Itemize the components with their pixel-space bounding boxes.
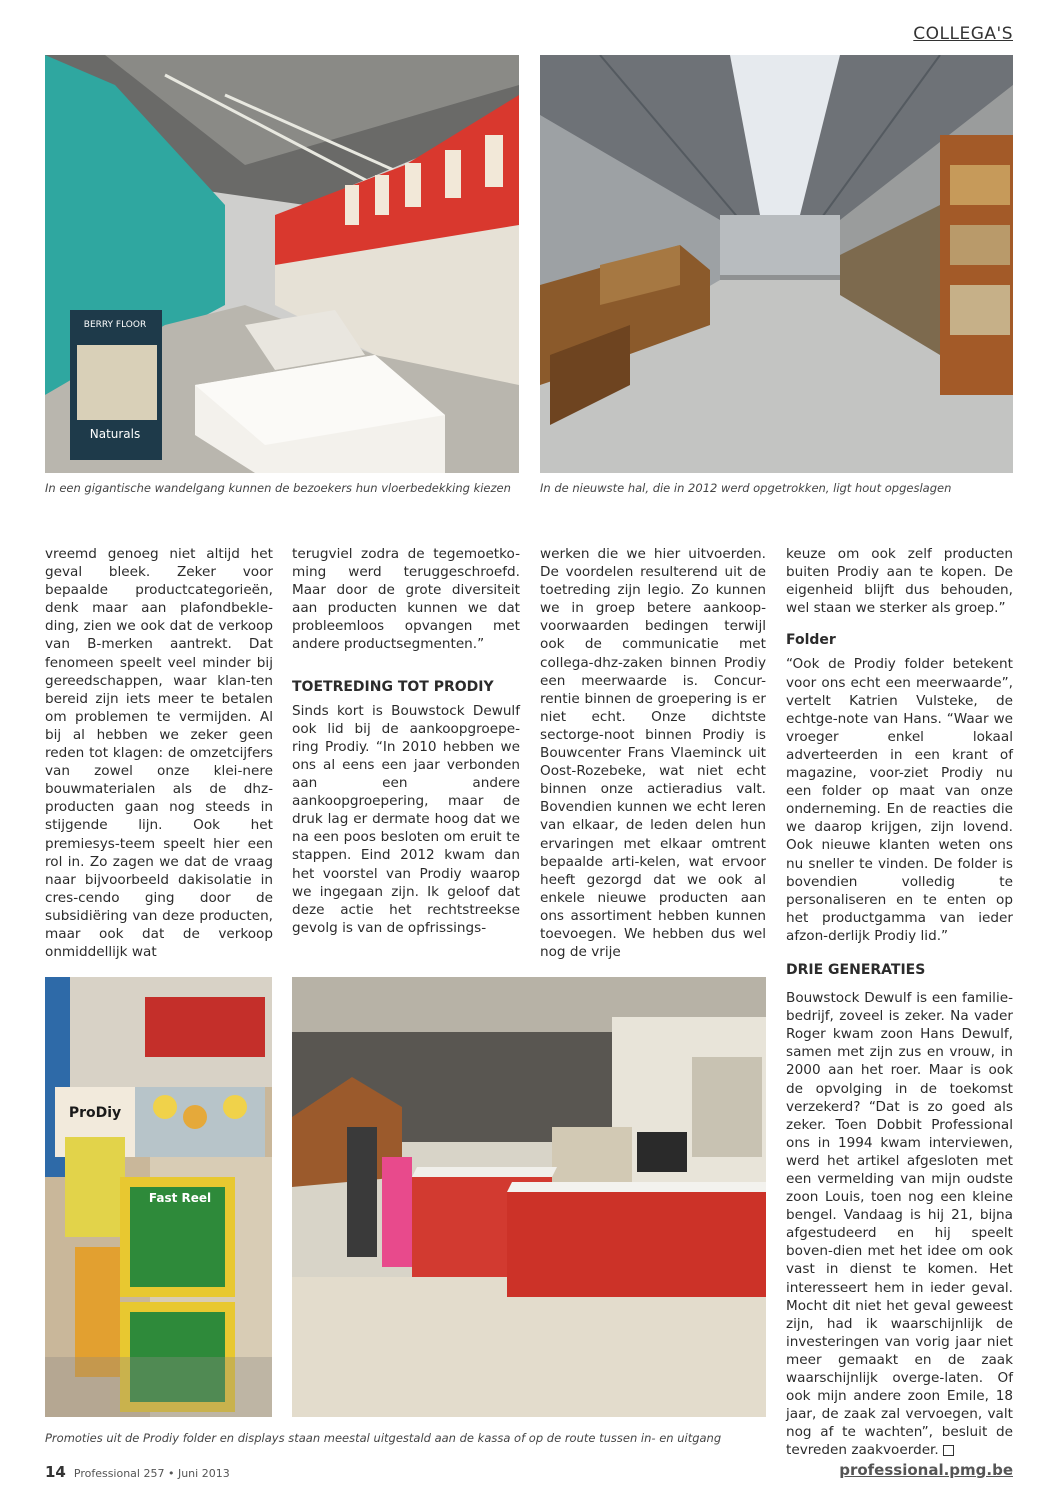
paragraph: Sinds kort is Bouwstock Dewulf ook lid bij de aankoopgroepe-ring Prodiy. “In 2010 hebben we ons al eens een jaar verbonden aan een andere aankoopgroepering, maar de druk lag er dermate hoog dat we na een poos besloten om eruit te stappen. Eind 2012 kwam dan het voorstel van Prodiy waarop we ingegaan zijn. Ik geloof dat deze actie het rechtstreekse gevolg is van de opfrissings- xyxy=(292,702,520,936)
end-mark-icon xyxy=(943,1445,954,1456)
issue-info: Professional 257 • Juni 2013 xyxy=(73,1467,230,1480)
article-column-2 xyxy=(292,545,520,937)
article-column-1 xyxy=(45,545,273,961)
caption-top-left: In een gigantische wandelgang kunnen de bezoekers hun vloerbedekking kiezen xyxy=(45,481,511,495)
footer-issue xyxy=(45,1463,230,1481)
photo-checkout-counter xyxy=(292,977,766,1417)
naturals-sign: Naturals xyxy=(89,427,141,441)
heading-toetreding: TOETREDING TOT PRODIY xyxy=(292,678,494,695)
photo-warehouse xyxy=(540,55,1013,473)
article-column-4 xyxy=(786,545,1013,1460)
paragraph: vreemd genoeg niet altijd het geval bleek. Zeker voor bepaalde productcategorieën, denk maar aan plafondbekle-ding, zien we ook dat de verkoop van B-merken aantrekt. Dat fenomeen speelt veel minder bij gereedschappen, waar klan-ten bereid zijn iets meer te betalen om problemen te vermijden. Al bij al hebben we zeker geen reden tot klagen: de omzetcijfers van zowel onze klei-nere bouwmaterialen als de dhz-producten gaan nog steeds in stijgende lijn. Ook het premiesys-teem speelt hier een rol in. Zo zagen we dat de vraag naar bijvoorbeeld dakisolatie in cres-cendo ging door de subsidiëring van deze producten, maar ook dat de verkoop onmiddellijk wat xyxy=(45,546,273,961)
article-column-3 xyxy=(540,545,766,961)
paragraph: “Ook de Prodiy folder betekent voor ons echt een meerwaarde”, vertelt Katrien Vulsteke, de echtge-note van Hans. “Waar we vroeger enkel lokaal adverteerden in een krant of magazine, voor-ziet Prodiy nu een folder op maat van onze onderneming. En de reacties die we daarop krijgen, zijn lovend. Ook nieuwe klanten weten ons nu sneller te vinden. De folder is bovendien volledig te personaliseren en te enten op het productgamma van ieder afzon-derlijk Prodiy lid.” xyxy=(786,656,1013,944)
page-number: 14 xyxy=(45,1463,66,1481)
section-label: COLLEGA'S xyxy=(913,24,1013,44)
prodiy-sign: ProDiy xyxy=(68,1105,122,1121)
photo-promotion-displays xyxy=(45,977,272,1417)
caption-top-right: In de nieuwste hal, die in 2012 werd opgetrokken, ligt hout opgeslagen xyxy=(540,481,952,495)
paragraph xyxy=(786,989,1013,1459)
brand-sign: BERRY FLOOR xyxy=(83,320,147,330)
paragraph: werken die we hier uitvoerden. De voordelen resulterend uit de toetreding zijn legio. Zo kunnen we in groep betere aankoop-voorwaarden bedingen terwijl ook de communicatie met collega-dhz-zaken binnen Prodiy een meerwaarde is. Concur-rentie binnen de groepering is er niet echt. Onze dichtste sectorge-noot binnen Prodiy is Bouwcenter Frans Vlaeminck uit Oost-Rozebeke, wat niet echt binnen onze actieradius valt. Bovendien kunnen we echt leren van elkaar, de leden delen hun ervaringen met elkaar omtrent bepaalde arti-kelen, wat ervoor heeft gezorgd dat we ook al enkele nieuwe producten aan ons assortiment hebben kunnen toevoegen. We hebben dus wel nog de vrije xyxy=(540,546,766,961)
paragraph: keuze om ook zelf producten buiten Prodiy aan te kopen. De eigenheid blijft dus behouden, wel staan we sterker als groep.” xyxy=(786,546,1013,617)
heading-drie-generaties: DRIE GENERATIES xyxy=(786,961,926,978)
paragraph: terugviel zodra de tegemoetko-ming werd teruggeschroefd. Maar door de grote diversiteit aan producten kunnen we dat probleemloos opvangen met andere productsegmenten.” xyxy=(292,546,520,653)
photo-flooring-showroom xyxy=(45,55,519,473)
caption-bottom: Promoties uit de Prodiy folder en displays staan meestal uitgestald aan de kassa of op de route tussen in- en uitgang xyxy=(45,1431,722,1445)
heading-folder: Folder xyxy=(786,632,836,649)
website-link[interactable]: professional.pmg.be xyxy=(839,1461,1013,1479)
paragraph-text: Bouwstock Dewulf is een familie-bedrijf, zoveel is zeker. Na vader Roger kwam zoon Hans Dewulf, samen met zijn zus en vrouw, in 2000 aan het roer. Maar is ook de opvolging in de toekomst verzekerd? “Dat is zo goed als zeker. Toen Dobbit Professional ons in 1994 kwam interviewen, werd het artikel afgesloten met een vermelding van mijn oudste zoon Louis, toen nog een kleine bengel. Vandaag is hij 21, bijna afgestudeerd en hij speelt boven-dien met het idee om ook vast in dienst te komen. Het interesseert hem in ieder geval. Mocht dit niet het geval geweest zijn, had ik waarschijnlijk de investeringen van vorig jaar niet meer gemaakt en de zaak waarschijnlijk overge-laten. Of ook mijn andere zoon Emile, 18 jaar, de zaak zal vervoegen, valt nog af te wachten”, besluit de tevreden zaakvoerder. xyxy=(786,990,1013,1459)
product-box-label: Fast Reel xyxy=(148,1191,212,1205)
